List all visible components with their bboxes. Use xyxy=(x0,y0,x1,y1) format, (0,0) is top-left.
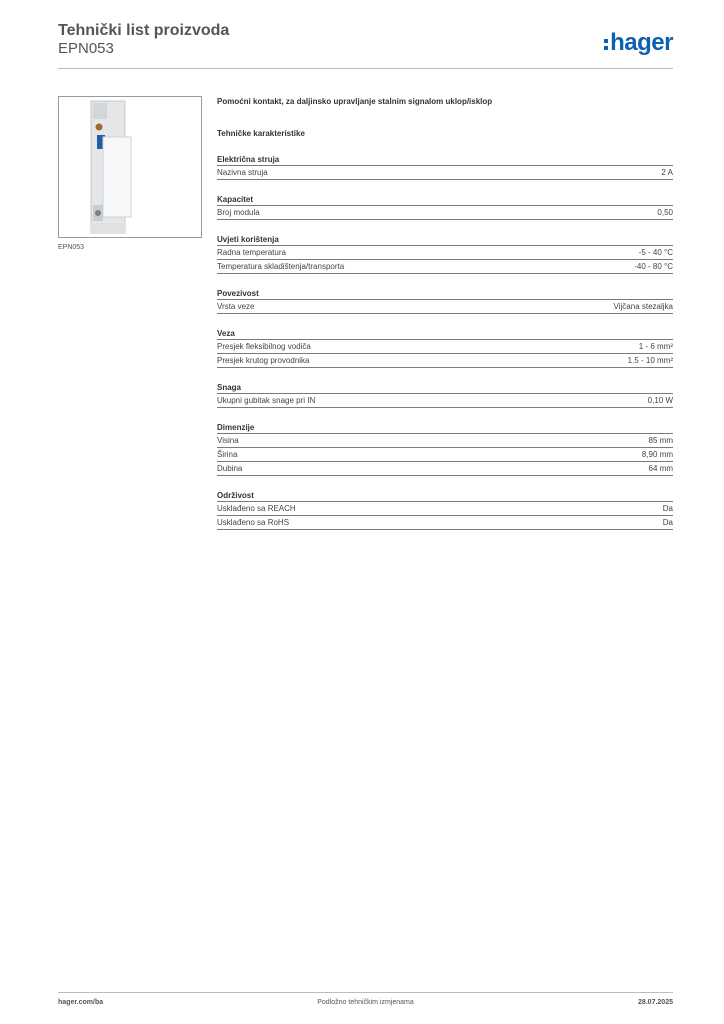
document-title: Tehnički list proizvoda xyxy=(58,22,230,39)
spec-content xyxy=(217,96,673,530)
section-power xyxy=(217,382,673,408)
spec-value: 64 mm xyxy=(648,464,673,473)
spec-row xyxy=(217,260,673,274)
spec-row xyxy=(217,206,673,220)
spec-value: 2 A xyxy=(661,168,673,177)
footer-website-link[interactable]: hager.com/ba xyxy=(58,999,104,1006)
spec-row xyxy=(217,462,673,476)
spec-row xyxy=(217,354,673,368)
spec-label: Dubina xyxy=(217,464,243,473)
spec-row xyxy=(217,448,673,462)
spec-value: Da xyxy=(662,504,673,513)
footer-disclaimer: Podložno tehničkim izmjenama xyxy=(317,999,414,1006)
product-caption: EPN053 xyxy=(58,244,85,251)
spec-value: Vijčana stezaljka xyxy=(613,302,673,311)
product-illustration xyxy=(59,97,201,237)
section-title: Održivost xyxy=(217,490,673,502)
spec-value: 0,50 xyxy=(657,208,673,217)
spec-label: Širina xyxy=(217,450,238,459)
section-title: Uvjeti korištenja xyxy=(217,234,673,246)
spec-label: Visina xyxy=(217,436,239,445)
spec-label: Radna temperatura xyxy=(217,248,286,257)
spec-row xyxy=(217,516,673,530)
spec-label: Ukupni gubitak snage pri IN xyxy=(217,396,316,405)
section-electric-current xyxy=(217,154,673,180)
section-dimensions xyxy=(217,422,673,476)
logo-dots-icon xyxy=(604,39,608,50)
product-image xyxy=(58,96,202,238)
section-capacity xyxy=(217,194,673,220)
spec-label: Temperatura skladištenja/transporta xyxy=(217,262,345,271)
spec-row xyxy=(217,394,673,408)
spec-value: 1.5 - 10 mm² xyxy=(627,356,673,365)
section-title: Povezivost xyxy=(217,288,673,300)
section-connection xyxy=(217,328,673,368)
spec-value: Da xyxy=(662,518,673,527)
footer-date: 28.07.2025 xyxy=(637,999,673,1006)
spec-value: 0,10 W xyxy=(647,396,673,405)
section-title: Dimenzije xyxy=(217,422,673,434)
spec-label: Presjek fleksibilnog vodiča xyxy=(217,342,311,351)
spec-value: 8,90 mm xyxy=(641,450,673,459)
section-usage-conditions xyxy=(217,234,673,274)
spec-label: Vrsta veze xyxy=(217,302,255,311)
spec-value: 1 - 6 mm² xyxy=(638,342,673,351)
spec-value: -40 - 80 °C xyxy=(634,262,673,271)
section-title: Kapacitet xyxy=(217,194,673,206)
spec-row xyxy=(217,246,673,260)
spec-label: Presjek krutog provodnika xyxy=(217,356,310,365)
spec-label: Usklađeno sa RoHS xyxy=(217,518,290,527)
page-header xyxy=(58,22,673,70)
spec-label: Broj modula xyxy=(217,208,260,217)
hager-logo xyxy=(604,28,673,58)
spec-row xyxy=(217,300,673,314)
section-sustainability xyxy=(217,490,673,530)
section-title: Snaga xyxy=(217,382,673,394)
logo-text: hager xyxy=(610,29,673,56)
spec-label: Nazivna struja xyxy=(217,168,268,177)
spec-row xyxy=(217,166,673,180)
spec-value: -5 - 40 °C xyxy=(638,248,673,257)
section-connectivity xyxy=(217,288,673,314)
header-divider xyxy=(58,68,673,69)
section-title: Veza xyxy=(217,328,673,340)
spec-label: Usklađeno sa REACH xyxy=(217,504,296,513)
spec-row xyxy=(217,434,673,448)
section-title: Električna struja xyxy=(217,154,673,166)
spec-value: 85 mm xyxy=(648,436,673,445)
page-footer xyxy=(58,992,673,1012)
product-description: Pomoćni kontakt, za daljinsko upravljanje stalnim signalom uklop/isklop xyxy=(217,97,493,106)
product-code: EPN053 xyxy=(58,40,114,57)
tech-heading: Tehničke karakteristike xyxy=(217,129,305,138)
spec-row xyxy=(217,340,673,354)
spec-row xyxy=(217,502,673,516)
